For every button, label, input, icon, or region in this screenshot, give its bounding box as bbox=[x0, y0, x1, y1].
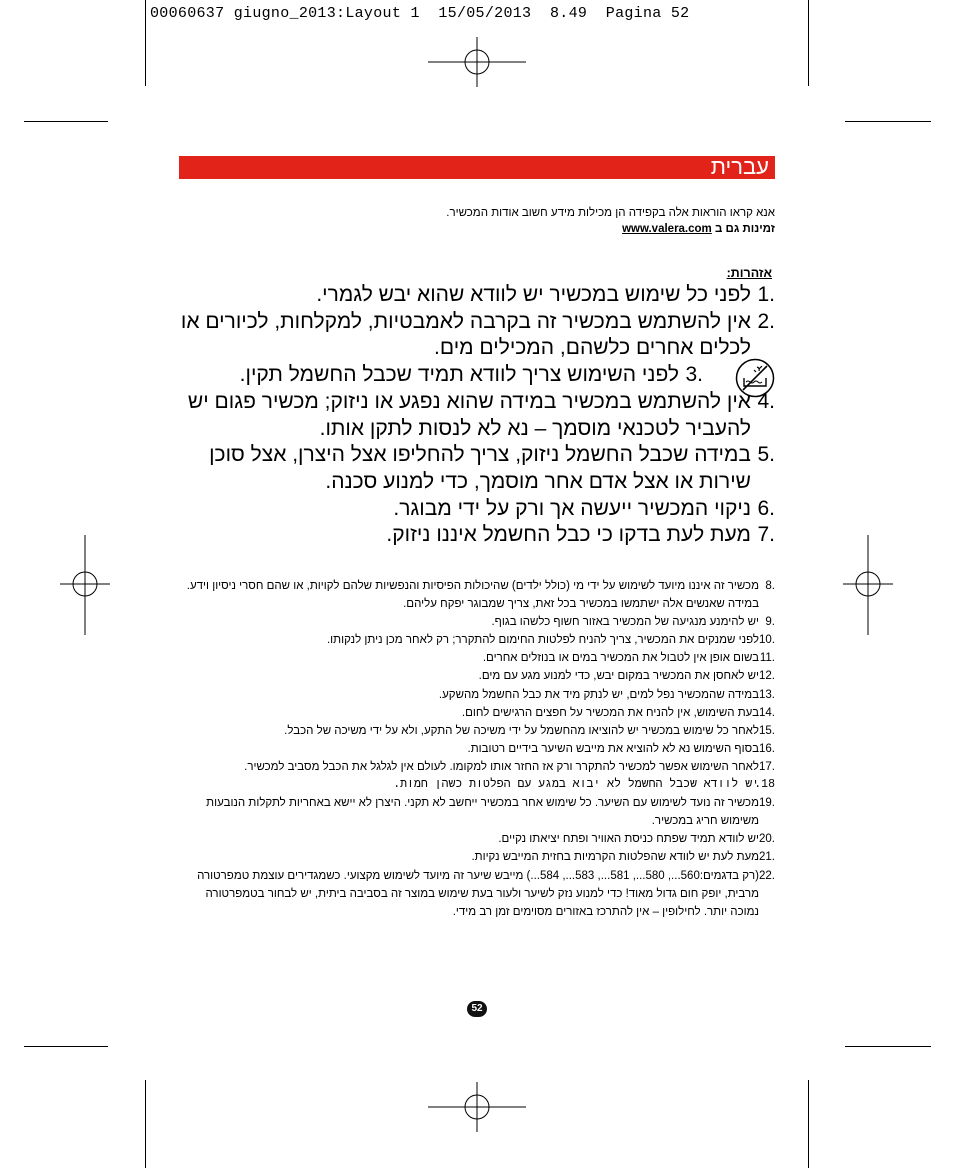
crop-mark bbox=[24, 121, 108, 122]
item-text: לפני השימוש צריך לוודא תמיד שכבל החשמל תקין. bbox=[239, 363, 679, 387]
list-item bbox=[179, 867, 775, 921]
item-number: 10. bbox=[759, 634, 775, 647]
item-number: 7. bbox=[757, 523, 775, 547]
item-number: 1. bbox=[757, 283, 775, 306]
list-item bbox=[179, 389, 775, 442]
list-item bbox=[179, 649, 775, 667]
intro-availability bbox=[179, 221, 775, 237]
list-item bbox=[179, 740, 775, 758]
item-text: מכשיר זה איננו מיועד לשימוש על ידי מי (כולל ילדים) שהיכולות הפיסיות והנפשיות שלהם לקויות, או שהם חסרי ניסיון וידע. במידה שאנשים אלה ישתמשו במכשיר בכל זאת, צריך שמבוגר יפקח עליהם. bbox=[186, 580, 759, 611]
item-text: לאחר השימוש אפשר למכשיר להתקרר ורק אז החזר אותו למקומו. לעולם אין לגלגל את הכבל מסביב למכשיר. bbox=[244, 760, 759, 773]
item-text: לאחר כל שימוש במכשיר יש להוציאו מהחשמל על ידי משיכה של התקע, ולא על ידי משיכה של הכבל. bbox=[284, 724, 759, 737]
list-item bbox=[179, 758, 775, 776]
item-text: (רק בדגמים:560..., 580..., 581..., 583..., 584...) מייבש שיער זה מיועד לשימוש מקצועי. כשמגדירים עוצמת טמפרטורה מרבית, יופק חום גדול מאוד! כדי למנוע נזק לשיער ולעור בעת שימוש במוצר זה בסביבה ביתית, יש לבחור בטמפרטורה נמוכה יותר. לחילופין – אין להתרכז באזורים מסוימים זמן רב מידי. bbox=[197, 869, 759, 918]
item-number: .18 bbox=[754, 778, 775, 792]
item-number: 11. bbox=[759, 652, 775, 665]
item-number: 12. bbox=[759, 670, 775, 683]
registration-mark-icon bbox=[428, 1082, 526, 1132]
warnings-heading: אזהרות: bbox=[726, 266, 772, 280]
language-header-bar bbox=[179, 156, 775, 179]
item-number: 16. bbox=[759, 742, 775, 755]
item-text: אין להשתמש במכשיר זה בקרבה לאמבטיות, למקלחות, לכיורים או לכלים אחרים כלשהם, המכילים מים. bbox=[180, 309, 751, 360]
availability-label: זמינות גם ב bbox=[714, 223, 775, 235]
item-text: לפני כל שימוש במכשיר יש לוודא שהוא יבש לגמרי. bbox=[316, 283, 751, 306]
item-number: 17. bbox=[759, 760, 775, 773]
list-item bbox=[179, 577, 775, 613]
item-text: בעת השימוש, אין להניח את המכשיר על חפצים הרגישים לחום. bbox=[461, 706, 759, 719]
item-text: בשום אופן אין לטבול את המכשיר במים או בנוזלים אחרים. bbox=[482, 652, 759, 665]
item-text: ניקוי המכשיר ייעשה אך ורק על ידי מבוגר. bbox=[393, 496, 751, 520]
item-number: 21. bbox=[759, 851, 775, 864]
item-number: 14. bbox=[759, 706, 775, 719]
item-text: במידה שכבל החשמל ניזוק, צריך להחליפו אצל היצרן, אצל סוכן שירות או אצל אדם אחר מוסמך, כדי למנוע סכנה. bbox=[209, 443, 751, 493]
item-number: 9. bbox=[765, 616, 775, 629]
list-item bbox=[179, 667, 775, 685]
item-text: יש להימנע מנגיעה של המכשיר באזור חשוף כלשהו בגוף. bbox=[491, 616, 759, 629]
item-number: 2. bbox=[757, 309, 775, 333]
crop-mark bbox=[24, 1046, 108, 1047]
item-text: מכשיר זה נועד לשימוש עם השיער. כל שימוש אחר במכשיר ייחשב לא תקני. היצרן לא יישא באחריות לתקלות הנובעות משימוש חריג במכשיר. bbox=[206, 797, 759, 828]
language-title: עברית bbox=[710, 154, 769, 179]
minor-warnings-list bbox=[179, 577, 775, 921]
intro-text bbox=[179, 205, 775, 237]
list-item bbox=[179, 282, 775, 309]
item-text: בסוף השימוש נא לא להוציא את מייבש השיער בידיים רטובות. bbox=[467, 742, 759, 755]
crop-mark bbox=[808, 1080, 809, 1168]
item-number: 15. bbox=[759, 724, 775, 737]
item-number: 5. bbox=[757, 443, 775, 467]
major-warnings-list bbox=[179, 282, 775, 549]
item-text: אין להשתמש במכשיר במידה שהוא נפגע או ניזוק; מכשיר פגום יש להעביר לטכנאי מוסמך – נא לא לנסות לתקן אותו. bbox=[187, 389, 751, 440]
item-number: 13. bbox=[759, 688, 775, 701]
valera-website-link[interactable]: www.valera.com bbox=[622, 223, 712, 235]
list-item bbox=[179, 362, 775, 389]
item-number: 6. bbox=[757, 496, 775, 520]
item-number: 8. bbox=[765, 580, 775, 592]
crop-mark bbox=[145, 0, 146, 86]
item-number: 19. bbox=[759, 797, 775, 810]
list-item bbox=[179, 522, 775, 549]
list-item bbox=[179, 496, 775, 523]
registration-mark-icon bbox=[428, 37, 526, 87]
intro-line: אנא קראו הוראות אלה בקפידה הן מכילות מידע חשוב אודות המכשיר. bbox=[446, 207, 775, 219]
list-item bbox=[179, 631, 775, 649]
item-number: 22. bbox=[759, 869, 775, 882]
crop-mark bbox=[808, 0, 809, 86]
list-item bbox=[179, 722, 775, 740]
list-item bbox=[179, 442, 775, 495]
registration-mark-icon bbox=[60, 535, 110, 635]
item-text: יש לאחסן את המכשיר במקום יבש, כדי למנוע מגע עם מים. bbox=[478, 670, 759, 683]
item-number: 20. bbox=[759, 833, 775, 846]
item-text: לפני שמנקים את המכשיר, צריך להניח לפלטות החימום להתקרר; רק לאחר מכן ניתן לנקותו. bbox=[326, 634, 759, 647]
item-text: מעת לעת יש לוודא שהפלטות הקרמיות בחזית המייבש נקיות. bbox=[471, 851, 759, 864]
crop-mark bbox=[845, 121, 931, 122]
list-item bbox=[179, 309, 775, 362]
list-item bbox=[179, 704, 775, 722]
item-text: יש לוודא שכבל החשמל לא יבוא במגע עם הפלטות כשהן חמות. bbox=[393, 778, 759, 792]
crop-mark bbox=[845, 1046, 931, 1047]
print-slug: 00060637 giugno_2013:Layout 1 15/05/2013 8.49 Pagina 52 bbox=[150, 5, 690, 22]
list-item bbox=[179, 848, 775, 866]
list-item bbox=[179, 776, 775, 794]
item-text: במידה שהמכשיר נפל למים, יש לנתק מיד את כבל החשמל מהשקע. bbox=[438, 688, 759, 701]
page-number-badge: 52 bbox=[467, 1001, 487, 1017]
list-item bbox=[179, 794, 775, 830]
item-number: 4. bbox=[757, 389, 775, 413]
crop-mark bbox=[145, 1080, 146, 1168]
list-item bbox=[179, 686, 775, 704]
item-text: יש לוודא תמיד שפתח כניסת האוויר ופתח יציאתו נקיים. bbox=[498, 833, 759, 846]
list-item bbox=[179, 613, 775, 631]
list-item bbox=[179, 830, 775, 848]
registration-mark-icon bbox=[843, 535, 893, 635]
item-text: מעת לעת בדקו כי כבל החשמל איננו ניזוק. bbox=[386, 523, 751, 547]
item-number: 3. bbox=[685, 363, 703, 387]
